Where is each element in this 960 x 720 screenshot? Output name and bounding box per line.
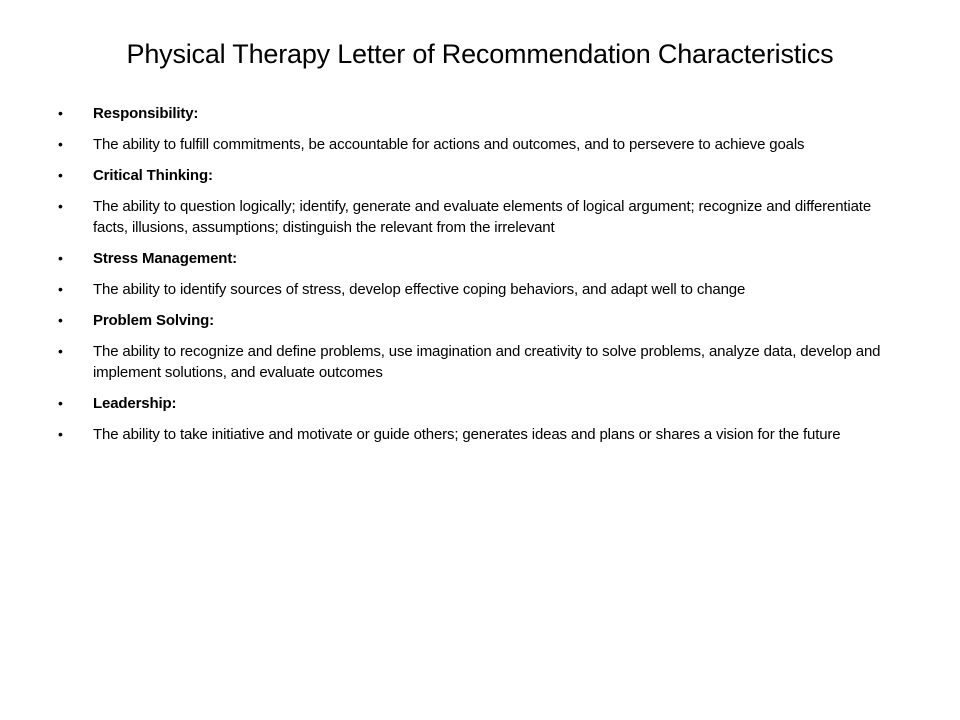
bullet-icon: • [58,136,63,152]
bullet-icon: • [58,105,63,121]
bullet-text: Leadership: [93,395,177,412]
bullet-icon: • [58,312,63,328]
bullet-icon: • [58,426,63,442]
bullet-item-leadership-description [58,424,908,445]
bullet-icon: • [58,395,63,411]
bullet-list [58,103,908,455]
bullet-icon: • [58,281,63,297]
bullet-text: The ability to recognize and define problems, use imagination and creativity to solve problems, analyze data, develop and implement solutions, and evaluate outcomes [93,343,881,381]
bullet-text: The ability to take initiative and motivate or guide others; generates ideas and plans or shares a vision for the future [93,426,841,443]
bullet-text: The ability to question logically; identify, generate and evaluate elements of logical argument; recognize and differentiate facts, illusions, assumptions; distinguish the relevant from the irrelevant [93,198,872,236]
bullet-item-responsibility-description [58,134,908,155]
bullet-text: The ability to fulfill commitments, be accountable for actions and outcomes, and to persevere to achieve goals [93,136,805,153]
bullet-icon: • [58,250,63,266]
bullet-icon: • [58,343,63,359]
bullet-text: Responsibility: [93,105,199,122]
bullet-icon: • [58,198,63,214]
bullet-item-critical-thinking-heading [58,165,908,186]
bullet-text: Critical Thinking: [93,167,213,184]
bullet-icon: • [58,167,63,183]
bullet-item-responsibility-heading [58,103,908,124]
slide-title: Physical Therapy Letter of Recommendation Characteristics [126,39,834,69]
bullet-item-leadership-heading [58,393,908,414]
bullet-item-problem-solving-heading [58,310,908,331]
bullet-text: The ability to identify sources of stress, develop effective coping behaviors, and adapt well to change [93,281,746,298]
bullet-item-critical-thinking-description [58,196,908,238]
bullet-item-stress-management-description [58,279,908,300]
bullet-text: Problem Solving: [93,312,214,329]
bullet-item-problem-solving-description [58,341,908,383]
bullet-item-stress-management-heading [58,248,908,269]
bullet-text: Stress Management: [93,250,238,267]
